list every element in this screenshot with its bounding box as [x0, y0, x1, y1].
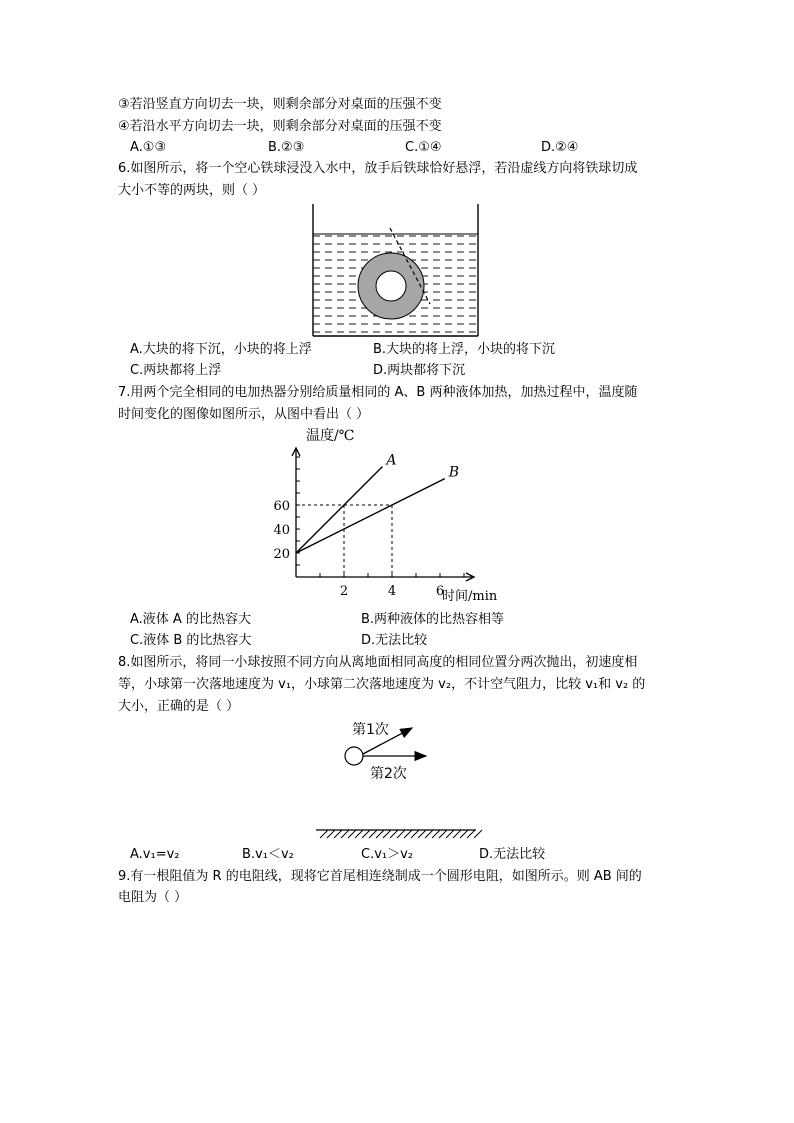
q8-option-b: B.v₁＜v₂ — [242, 847, 294, 862]
hatch-stroke — [390, 830, 398, 838]
hatch-stroke — [362, 830, 370, 838]
x-tick-label-6: 6 — [435, 584, 445, 599]
q7-temperature-time-chart — [260, 422, 498, 607]
q5-option-b: B.②③ — [268, 140, 305, 155]
q7-option-d: D.无法比较 — [361, 633, 428, 648]
y-tick-label-20: 20 — [273, 547, 290, 562]
chart-xlabel: 时间/min — [442, 589, 498, 604]
hatch-stroke — [355, 830, 363, 838]
ground-hatching — [320, 830, 482, 838]
ball — [345, 747, 363, 765]
q5-option-c: C.①④ — [405, 140, 442, 155]
q6-option-c: C.两块都将上浮 — [130, 363, 222, 378]
hatch-stroke — [327, 830, 335, 838]
q5-option-a: A.①③ — [130, 140, 167, 155]
q8-option-a: A.v₁=v₂ — [130, 847, 180, 862]
hatch-stroke — [425, 830, 433, 838]
hatch-stroke — [348, 830, 356, 838]
q9-stem-line1: 9.有一根阻值为 R 的电阻线，现将它首尾相连绕制成一个圆形电阻，如图所示。则 AB 间的 — [118, 869, 642, 884]
hatch-stroke — [376, 830, 384, 838]
q6-option-d: D.两块都将下沉 — [373, 363, 466, 378]
x-tick-label-4: 4 — [387, 584, 397, 599]
q7-stem-line2: 时间变化的图像如图所示，从图中看出（ ） — [118, 407, 370, 422]
q5-option-d: D.②④ — [541, 140, 579, 155]
q8-stem-line1: 8.如图所示，将同一小球按照不同方向从离地面相同高度的相同位置分两次抛出，初速度相 — [118, 655, 638, 670]
q6-option-b: B.大块的将上浮，小块的将下沉 — [373, 342, 556, 357]
q5-statement-3: ③若沿竖直方向切去一块，则剩余部分对桌面的压强不变 — [118, 97, 442, 112]
hatch-stroke — [467, 830, 475, 838]
q8-projectile-figure — [310, 712, 490, 842]
hatch-stroke — [411, 830, 419, 838]
hatch-stroke — [341, 830, 349, 838]
hatch-stroke — [439, 830, 447, 838]
q8-option-c: C.v₁＞v₂ — [361, 847, 414, 862]
hatch-stroke — [474, 830, 482, 838]
y-tick-label-60: 60 — [273, 499, 290, 514]
q5-statement-4: ④若沿水平方向切去一块，则剩余部分对桌面的压强不变 — [118, 119, 442, 134]
q8-stem-line2: 等，小球第一次落地速度为 v₁，小球第二次落地速度为 v₂，不计空气阻力，比较 v₁和 v₂ 的 — [118, 677, 646, 692]
q6-stem-line1: 6.如图所示，将一个空心铁球浸没入水中，放手后铁球恰好悬浮，若沿虚线方向将铁球切成 — [118, 161, 638, 176]
series-label-A: A — [386, 452, 397, 469]
q7-option-b: B.两种液体的比热容相等 — [361, 612, 505, 627]
q6-water-tank-figure — [300, 200, 490, 340]
series-line-B — [296, 479, 445, 553]
first-throw-label: 第1次 — [352, 722, 389, 738]
hatch-stroke — [404, 830, 412, 838]
q7-option-a: A.液体 A 的比热容大 — [130, 612, 251, 627]
hatch-stroke — [369, 830, 377, 838]
ball-cavity — [376, 271, 406, 301]
hatch-stroke — [334, 830, 342, 838]
q9-stem-line2: 电阻为（ ） — [118, 890, 188, 905]
q8-option-d: D.无法比较 — [479, 847, 546, 862]
q6-stem-line2: 大小不等的两块，则（ ） — [118, 183, 266, 198]
q8-stem-line3: 大小，正确的是（ ） — [118, 699, 240, 714]
hatch-stroke — [383, 830, 391, 838]
hatch-stroke — [397, 830, 405, 838]
x-tick-label-2: 2 — [339, 584, 349, 599]
q7-option-c: C.液体 B 的比热容大 — [130, 633, 252, 648]
series-line-A — [296, 467, 382, 553]
chart-ylabel: 温度/℃ — [306, 428, 355, 444]
y-tick-label-40: 40 — [273, 523, 290, 538]
series-label-B: B — [448, 464, 460, 481]
hatch-stroke — [446, 830, 454, 838]
hatch-stroke — [453, 830, 461, 838]
hatch-stroke — [460, 830, 468, 838]
hatch-stroke — [418, 830, 426, 838]
hatch-stroke — [320, 830, 328, 838]
hatch-stroke — [432, 830, 440, 838]
q6-option-a: A.大块的将下沉，小块的将上浮 — [130, 342, 312, 357]
second-throw-label: 第2次 — [370, 766, 407, 782]
q7-stem-line1: 7.用两个完全相同的电加热器分别给质量相同的 A、B 两种液体加热，加热过程中，温度随 — [118, 385, 638, 400]
